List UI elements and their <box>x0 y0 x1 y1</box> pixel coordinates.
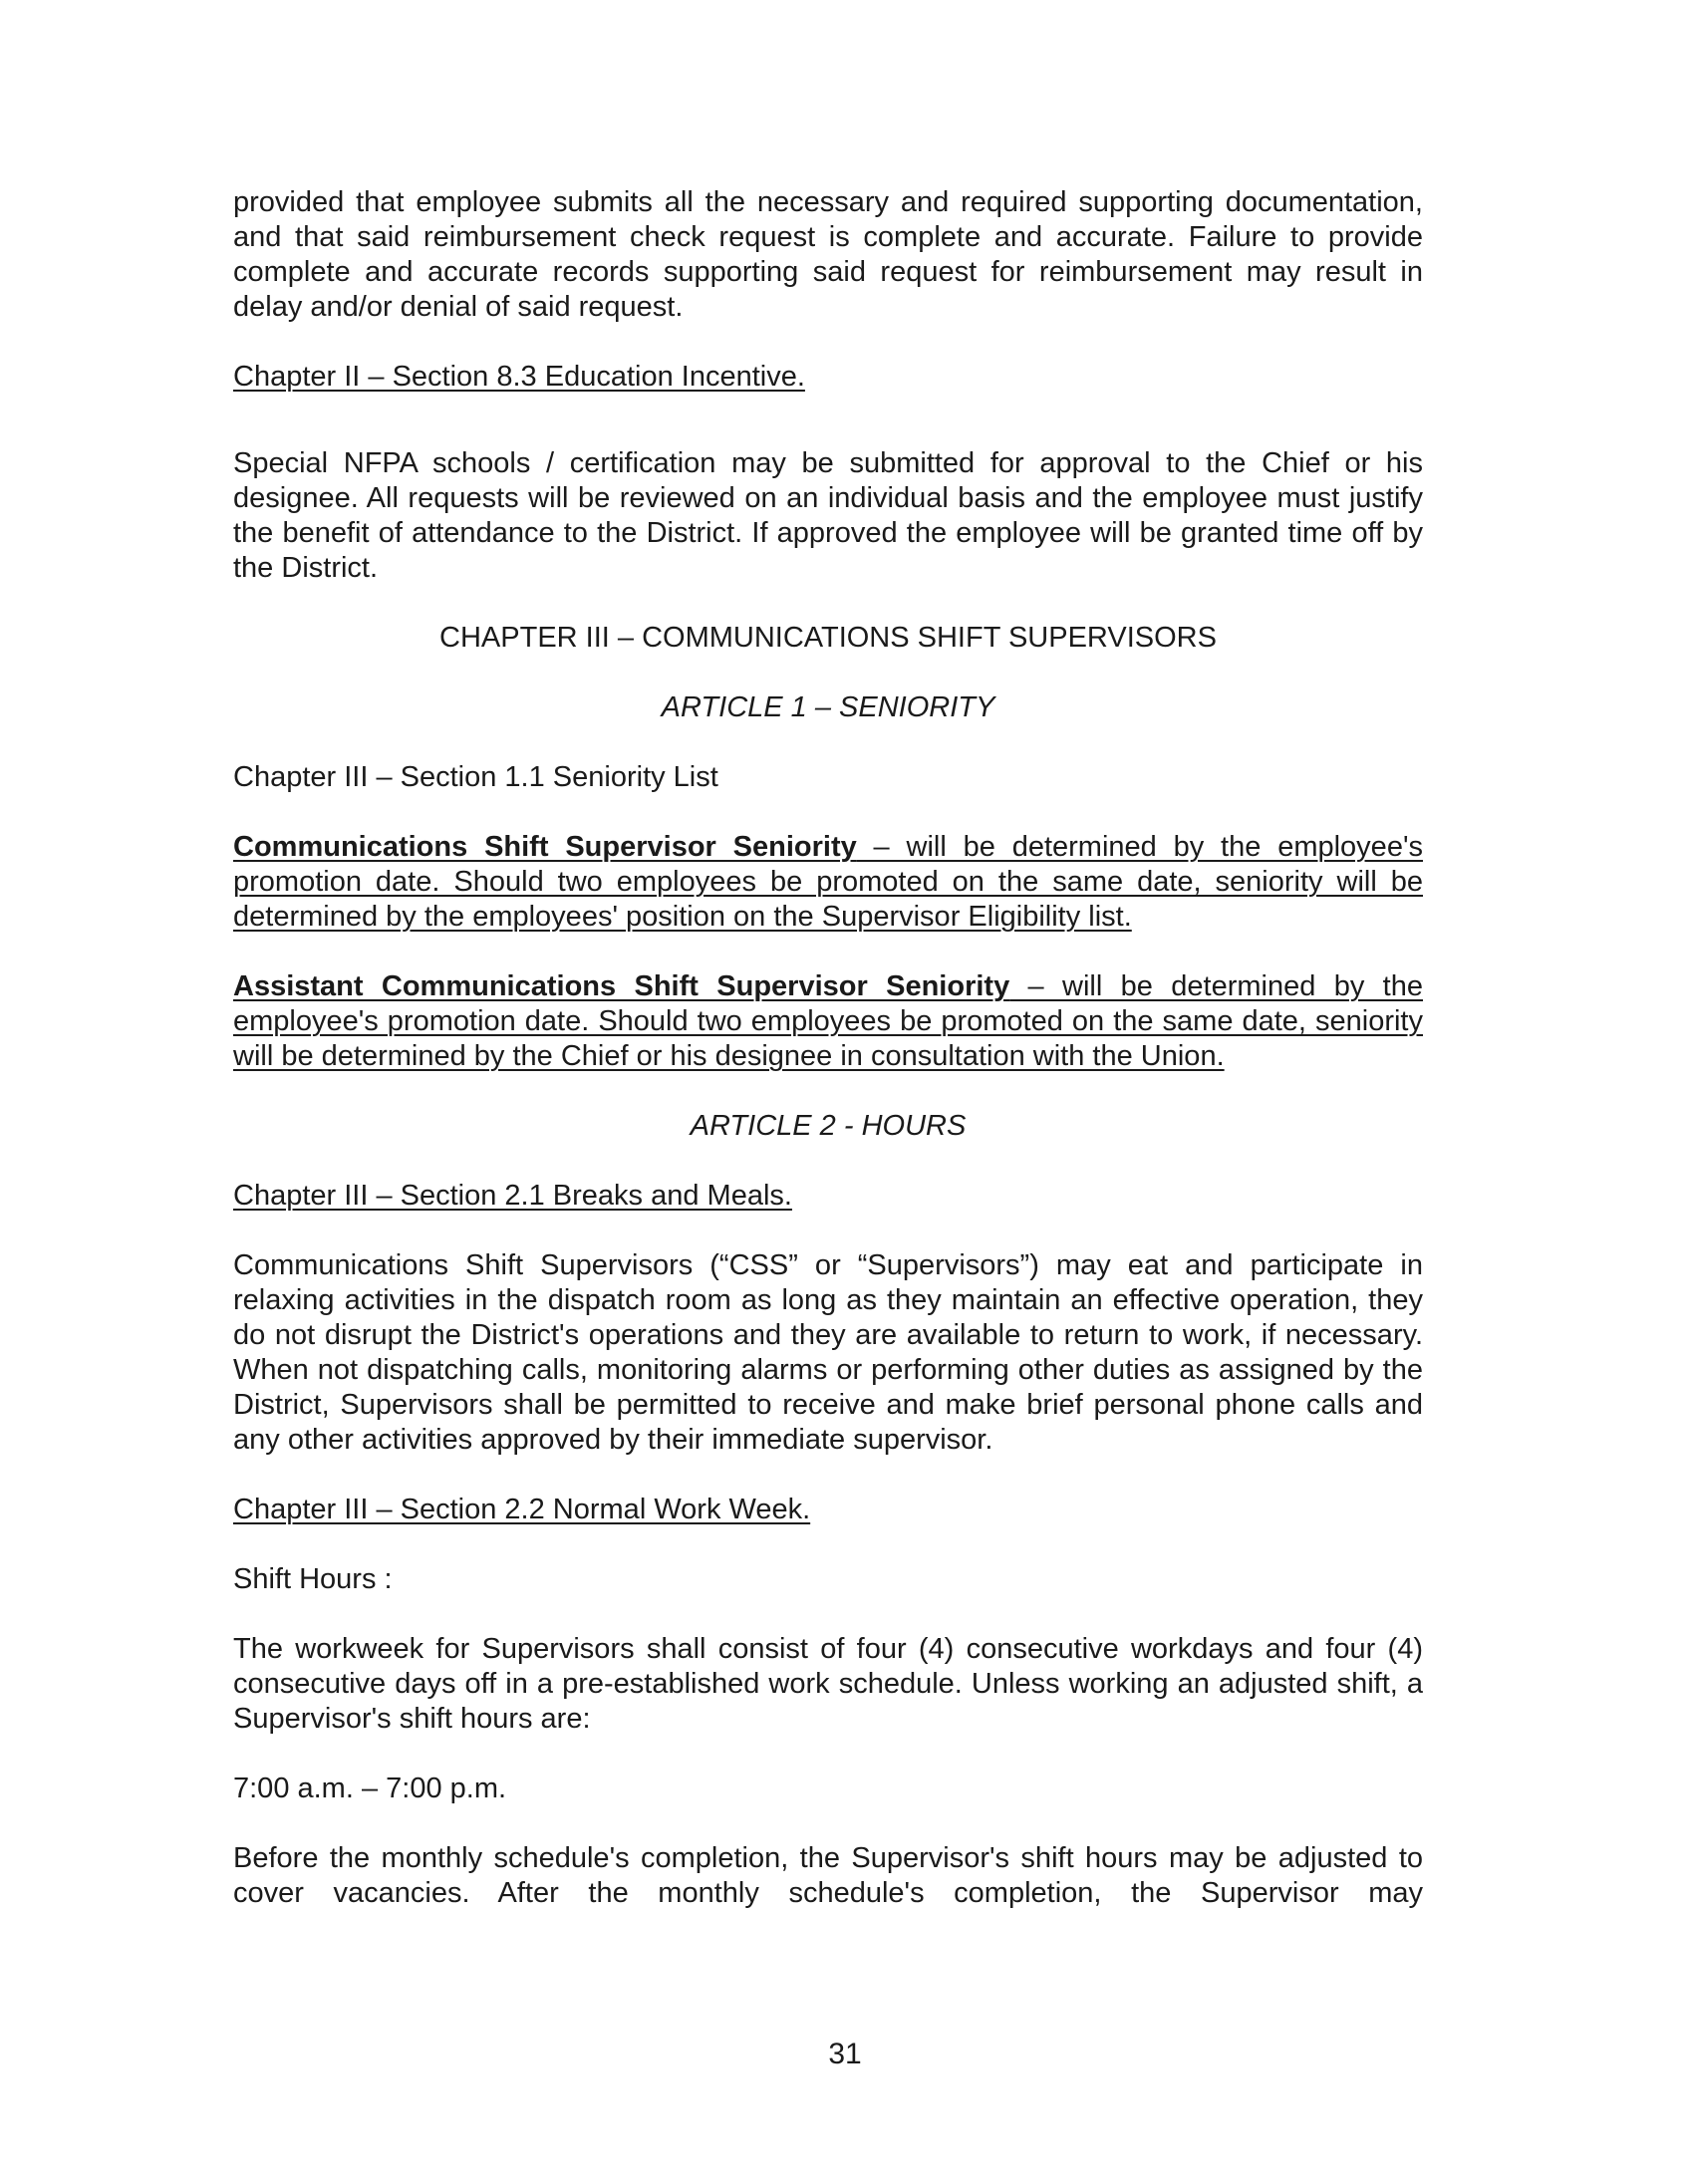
paragraph-shift-hours-label: Shift Hours : <box>233 1563 393 1595</box>
document-body <box>233 185 1423 1911</box>
section-heading-seniority-list: Chapter III – Section 1.1 Seniority List <box>233 761 718 793</box>
section-heading-breaks-meals <box>233 1179 1423 1214</box>
section-heading-education-incentive <box>233 360 1423 395</box>
section-heading-text: Chapter II – Section 8.3 Education Incentive. <box>233 361 805 393</box>
page-number: 31 <box>828 2038 862 2070</box>
paragraph-breaks-meals: Communications Shift Supervisors (“CSS” or “Supervisors”) may eat and participate in relaxing activities in the dispatch room as long as they maintain an effective operation, they do not disrupt the District's operations and they are available to return to work, if necessary. When not dispatching calls, monitoring alarms or performing other duties as assigned by the District, Supervisors shall be permitted to receive and make brief personal phone calls and any other activities approved by their immediate supervisor. <box>233 1249 1423 1456</box>
section-heading-text: Chapter III – Section 2.1 Breaks and Meals. <box>233 1180 792 1212</box>
article-2-title: ARTICLE 2 - HOURS <box>690 1110 967 1142</box>
paragraph-nfpa-schools: Special NFPA schools / certification may be submitted for approval to the Chief or his designee. All requests will be reviewed on an individual basis and the employee must justify the benefit of attendance to the District. If approved the employee will be granted time off by the District. <box>233 447 1423 584</box>
paragraph-css-seniority <box>233 830 1423 935</box>
paragraph-monthly-schedule: Before the monthly schedule's completion, the Supervisor's shift hours may be adjusted to cover vacancies. After the monthly schedule's completion, the Supervisor may <box>233 1842 1423 1909</box>
paragraph-reimbursement: provided that employee submits all the necessary and required supporting documentation, and that said reimbursement check request is complete and accurate. Failure to provide complete and accurate records supporting said request for reimbursement may result in delay and/or denial of said request. <box>233 186 1423 323</box>
section-heading-text: Chapter III – Section 2.2 Normal Work Week. <box>233 1494 811 1525</box>
article-1-title: ARTICLE 1 – SENIORITY <box>661 691 995 723</box>
paragraph-acss-seniority <box>233 969 1423 1074</box>
term-css-seniority: Communications Shift Supervisor Seniority <box>233 831 857 863</box>
paragraph-workweek: The workweek for Supervisors shall consist of four (4) consecutive workdays and four (4) consecutive days off in a pre-established work schedule. Unless working an adjusted shift, a Supervisor's shift hours are: <box>233 1633 1423 1735</box>
section-heading-normal-work-week <box>233 1493 1423 1527</box>
term-acss-seniority: Assistant Communications Shift Supervisor Seniority <box>233 970 1010 1002</box>
definition-css-seniority: – will be determined by the employee's promotion date. Should two employees be promoted on the same date, seniority will be determined by the employees' position on the Supervisor Eligibility list. <box>233 831 1423 933</box>
definition-acss-seniority: – will be determined by the employee's promotion date. Should two employees be promoted on the same date, seniority will be determined by the Chief or his designee in consultation with the Union. <box>233 970 1423 1072</box>
paragraph-shift-times: 7:00 a.m. – 7:00 p.m. <box>233 1773 507 1804</box>
chapter-title: CHAPTER III – COMMUNICATIONS SHIFT SUPERVISORS <box>439 622 1217 654</box>
